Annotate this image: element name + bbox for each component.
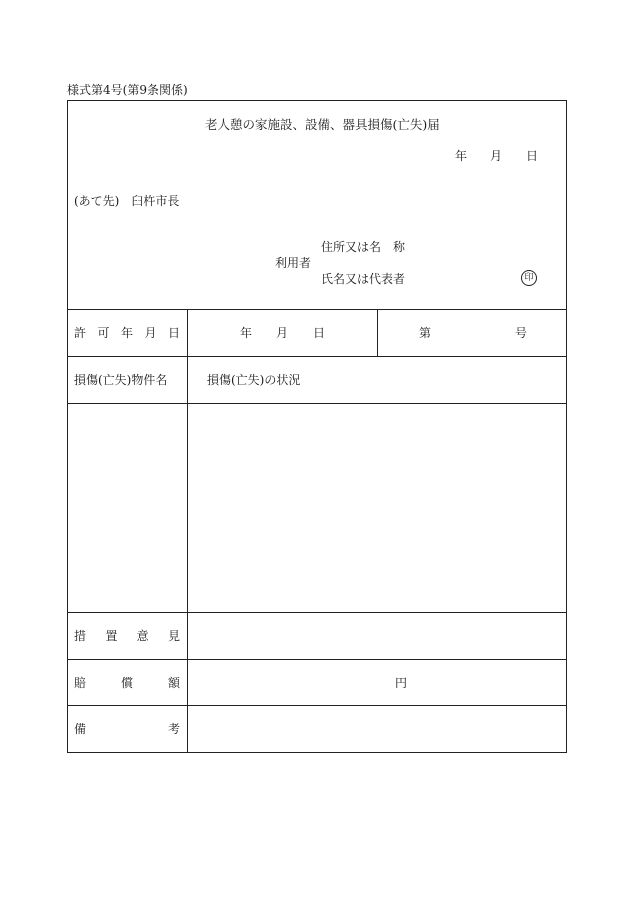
- permit-date-label: [74, 327, 180, 339]
- applicant-address-label: 住所又は名 称: [321, 240, 406, 254]
- damage-situation-label: 損傷(亡失)の状況: [207, 373, 301, 387]
- label-char: 考: [167, 722, 180, 736]
- addressee: (あて先) 臼杵市長: [74, 194, 180, 208]
- compensation-label: [74, 677, 180, 689]
- label-char: 償: [120, 676, 133, 690]
- table-border-bottom: [67, 752, 567, 753]
- permit-date-month: 月: [276, 326, 289, 340]
- row-divider: [67, 659, 567, 660]
- form-number: 様式第4号(第9条関係): [67, 83, 188, 97]
- label-char: 措: [74, 629, 87, 643]
- date-year: 年: [455, 149, 468, 163]
- permit-number-divider: [377, 309, 378, 357]
- label-column-divider: [187, 309, 188, 753]
- damaged-item-label: 損傷(亡失)物件名: [74, 373, 168, 387]
- seal-mark: 印: [521, 270, 537, 286]
- row-divider: [67, 705, 567, 706]
- label-char: 備: [74, 722, 87, 736]
- date-day: 日: [526, 149, 539, 163]
- permit-number-prefix: 第: [419, 326, 432, 340]
- remarks-label: [74, 723, 180, 735]
- label-char: 年: [120, 326, 133, 340]
- label-char: 見: [167, 629, 180, 643]
- label-char: 意: [136, 629, 149, 643]
- table-border-right: [566, 100, 567, 753]
- applicant-name-label: 氏名又は代表者: [321, 272, 406, 286]
- permit-date-day: 日: [313, 326, 326, 340]
- applicant-role: 利用者: [275, 256, 312, 270]
- row-divider: [67, 403, 567, 404]
- label-char: 賠: [74, 676, 87, 690]
- permit-number-suffix: 号: [515, 326, 528, 340]
- table-border-top: [67, 100, 567, 101]
- row-divider: [67, 309, 567, 310]
- label-char: 可: [97, 326, 110, 340]
- label-char: 置: [105, 629, 118, 643]
- label-char: 額: [167, 676, 180, 690]
- row-divider: [67, 356, 567, 357]
- row-divider: [67, 612, 567, 613]
- compensation-unit: 円: [395, 676, 408, 690]
- table-border-left: [67, 100, 68, 753]
- measures-label: [74, 630, 180, 642]
- label-char: 許: [74, 326, 87, 340]
- label-char: 月: [144, 326, 157, 340]
- form-title: 老人憩の家施設、設備、器具損傷(亡失)届: [205, 117, 440, 132]
- permit-date-year: 年: [240, 326, 253, 340]
- label-char: 日: [167, 326, 180, 340]
- date-month: 月: [490, 149, 503, 163]
